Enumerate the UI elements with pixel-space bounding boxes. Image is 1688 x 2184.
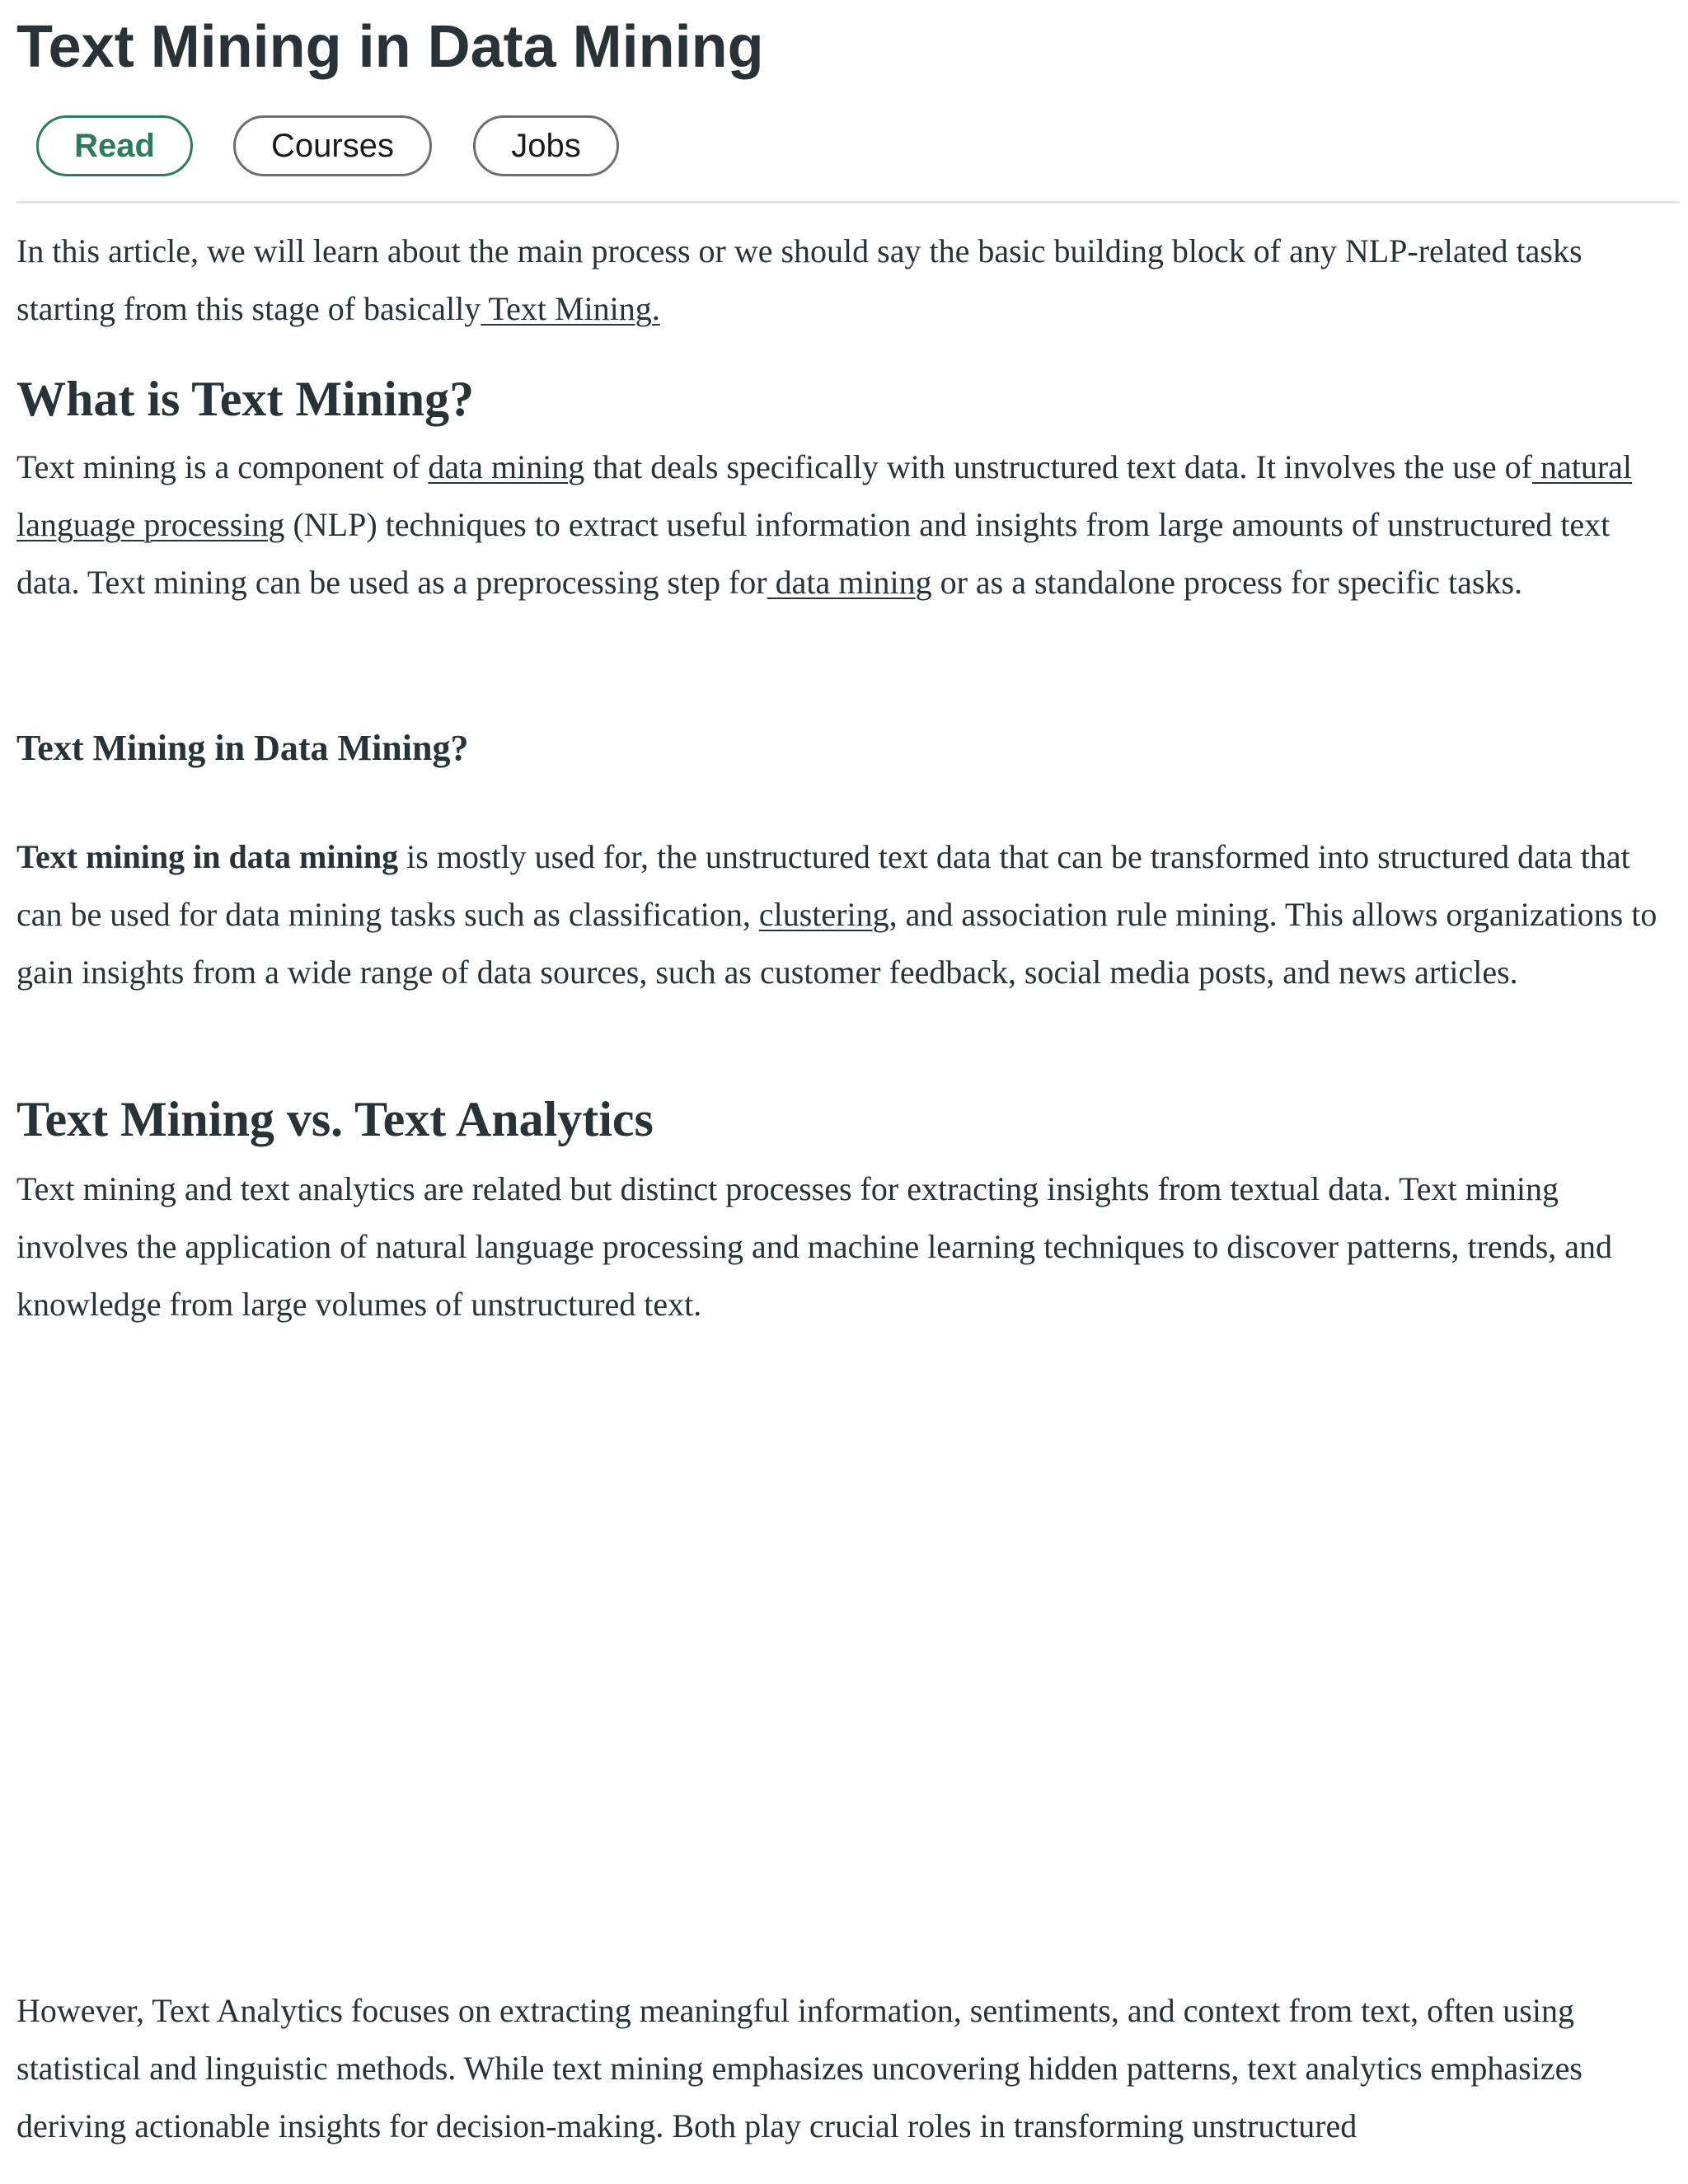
- paragraph-text: (NLP) techniques to extract useful information and insights from large amounts of unstructured text data. Text mining can be used as a preprocessing step for: [16, 506, 1611, 601]
- natural-language-processing-link[interactable]: natural language processing: [16, 448, 1633, 543]
- text-mining-link[interactable]: Text Mining.: [481, 290, 660, 327]
- tab-read[interactable]: Read: [36, 115, 193, 176]
- tab-courses[interactable]: Courses: [233, 115, 432, 176]
- data-mining-link[interactable]: data mining: [428, 448, 585, 485]
- bold-term: Text mining in data mining: [16, 838, 399, 875]
- heading-text-mining-in-data-mining: Text Mining in Data Mining?: [16, 728, 469, 768]
- paragraph-text: that deals specifically with unstructured text data. It involves the use of: [584, 448, 1532, 485]
- clustering-link[interactable]: clustering: [758, 896, 889, 933]
- what-is-text-mining-paragraph: [16, 438, 1673, 612]
- paragraph-text: , and association rule mining. This allows organizations to gain insights from a wide range of data sources, such as customer feedback, social media posts, and news articles.: [16, 896, 1658, 991]
- tabs-divider: [16, 201, 1680, 204]
- heading-what-is-text-mining: What is Text Mining?: [16, 372, 475, 426]
- intro-paragraph: [16, 223, 1673, 338]
- paragraph-text: or as a standalone process for specific tasks.: [931, 564, 1523, 601]
- heading-text-mining-vs-text-analytics: Text Mining vs. Text Analytics: [16, 1092, 654, 1146]
- text-mining-in-data-mining-paragraph: [16, 828, 1673, 1001]
- intro-text: In this article, we will learn about the main process or we should say the basic building block of any NLP-related tasks starting from this stage of basically: [16, 232, 1582, 327]
- paragraph-text: Text mining is a component of: [16, 448, 429, 485]
- page-title: Text Mining in Data Mining: [16, 14, 764, 80]
- data-mining-link-2[interactable]: data mining: [767, 564, 932, 601]
- tab-jobs[interactable]: Jobs: [473, 115, 619, 176]
- text-analytics-paragraph: However, Text Analytics focuses on extracting meaningful information, sentiments, and context from text, often using statistical and linguistic methods. While text mining emphasizes uncovering hidden patterns, text analytics emphasizes deriving actionable insights for decision-making. Both play crucial roles in transforming unstructured: [16, 1992, 1582, 2144]
- paragraph-text: is mostly used for, the unstructured text data that can be transformed into structured data that can be used for data mining tasks such as classification,: [16, 838, 1630, 933]
- text-mining-vs-analytics-paragraph: Text mining and text analytics are related but distinct processes for extracting insights from textual data. Text mining involves the application of natural language processing and machine learning techniques to discover patterns, trends, and knowledge from large volumes of unstructured text.: [16, 1170, 1613, 1323]
